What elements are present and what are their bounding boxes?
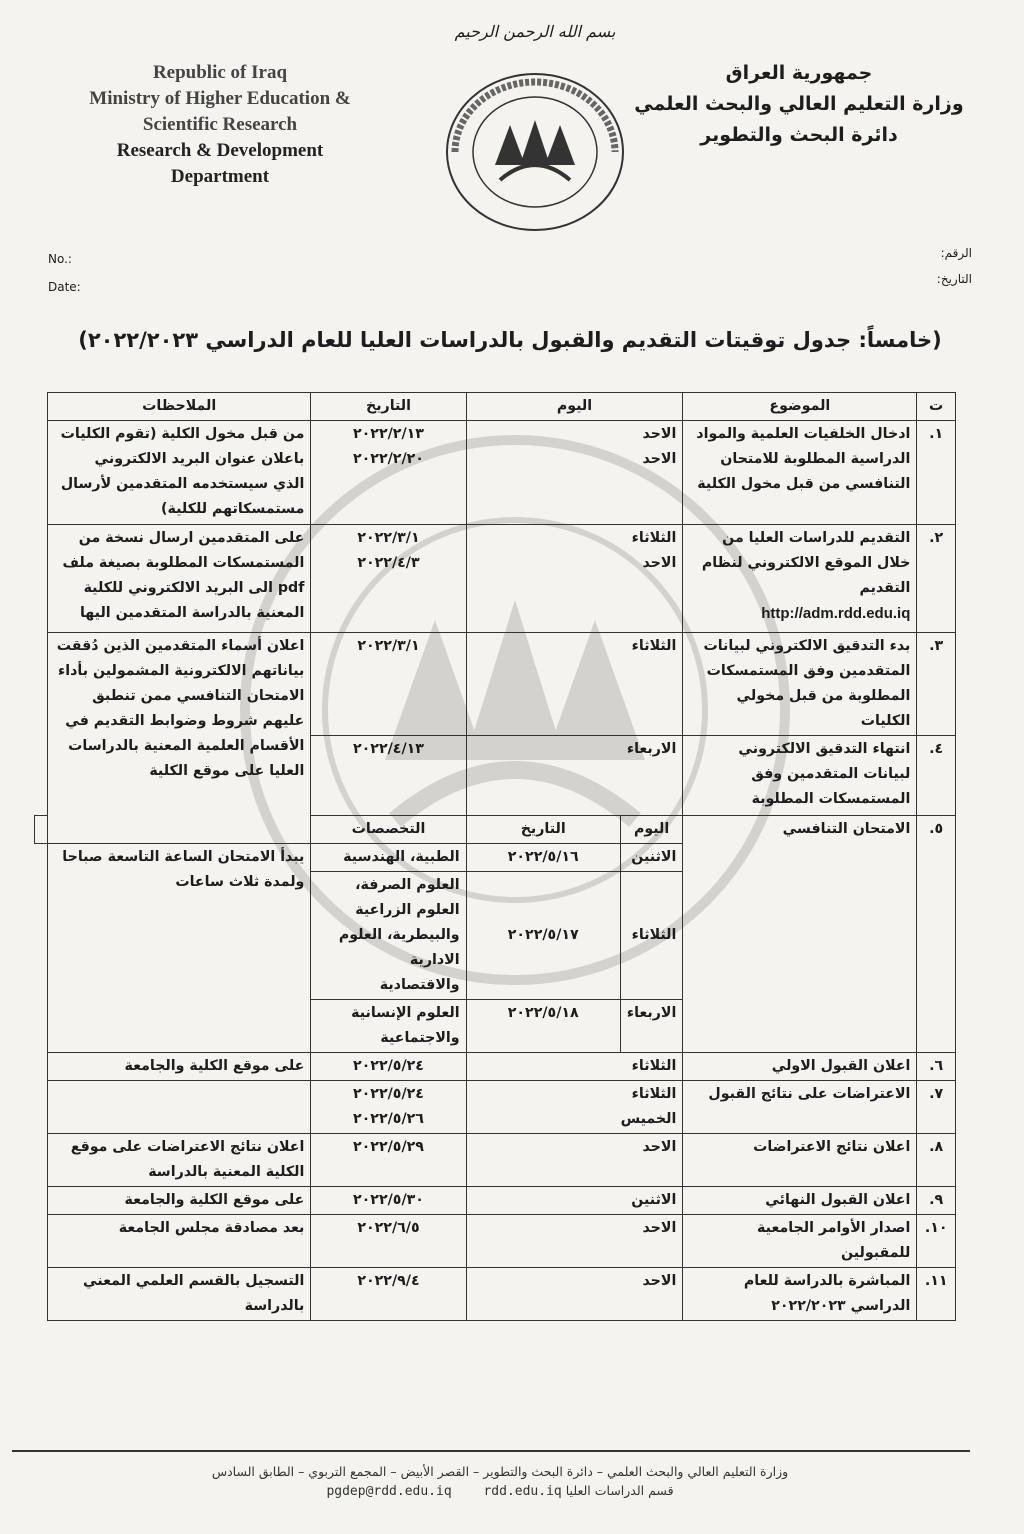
exam-day: الثلاثاء (620, 872, 683, 1000)
row-date: ٢٠٢٢/٥/٢٩ (311, 1134, 466, 1187)
row-date: ٢٠٢٢/٢/١٣ ٢٠٢٢/٢/٢٠ (311, 421, 466, 525)
exam-spec: العلوم الصرفة، العلوم الزراعية والبيطرية، العلوم الادارية والاقتصادية (311, 872, 466, 1000)
table-row (35, 1187, 956, 1215)
row-num: ٧. (917, 1081, 956, 1134)
document-title: (خامساً: جدول توقيتات التقديم والقبول بالدراسات العليا للعام الدراسي ٢٠٢٢/٢٠٢٣) (78, 328, 942, 352)
footer-address: وزارة التعليم العالي والبحث العلمي – دائرة البحث والتطوير – القصر الأبيض – المجمع التربوي – الطابق السادس (211, 1464, 789, 1479)
row-day: الثلاثاء الخميس (466, 1081, 683, 1134)
row-date: ٢٠٢٢/٤/١٣ (311, 736, 466, 816)
footer (150, 1462, 850, 1501)
table-row (35, 1268, 956, 1321)
row-day: الاحد (466, 1134, 683, 1187)
arabic-letterhead (629, 58, 969, 151)
footer-site-link[interactable]: rdd.edu.iq (483, 1484, 562, 1499)
row-num: ٣. (917, 633, 956, 736)
row-date: ٢٠٢٢/٥/٢٤ (311, 1053, 466, 1081)
table-header-row (35, 393, 956, 421)
row-day: الاحد الاحد (466, 421, 683, 525)
footer-contacts (150, 1481, 850, 1501)
exam-spec: العلوم الإنسانية والاجتماعية (311, 1000, 466, 1053)
row-notes: على موقع الكلية والجامعة (48, 1187, 311, 1215)
row-date: ٢٠٢٢/٥/٣٠ (311, 1187, 466, 1215)
header-num: ت (917, 393, 956, 421)
row-subject: اصدار الأوامر الجامعية للمقبولين (683, 1215, 917, 1268)
row-day: الثلاثاء (466, 633, 683, 736)
exam-header-spec: التخصصات (311, 816, 466, 844)
row-num: ٢. (917, 525, 956, 633)
row-subject: الامتحان التنافسي (683, 816, 917, 1053)
exam-header-day: اليوم (620, 816, 683, 844)
en-line: Republic of Iraq (152, 62, 288, 83)
row-day: الاربعاء (466, 736, 683, 816)
header-subject: الموضوع (683, 393, 917, 421)
ar-line: جمهورية العراق (725, 62, 873, 84)
row-notes: على المتقدمين ارسال نسخة من المستمسكات المطلوبة بصيغة ملف pdf الى البريد الالكتروني للكلية المعنية بالدراسة المتقدمين اليها (48, 525, 311, 633)
row-date: ٢٠٢٢/٣/١ (311, 633, 466, 736)
row-subject: اعلان القبول الاولي (683, 1053, 917, 1081)
row-notes: اعلان أسماء المتقدمين الذين دُققت بياناتهم الالكترونية المشمولين بأداء الامتحان التنافسي ممن تنطبق عليهم شروط وضوابط التقديم في الأقسام العلمية المعنية بالدراسات العليا على موقع الكلية (48, 633, 311, 844)
row-subject: الاعتراضات على نتائج القبول (683, 1081, 917, 1134)
exam-notes: يبدأ الامتحان الساعة التاسعة صباحا ولمدة ثلاث ساعات (48, 844, 311, 1053)
exam-date: ٢٠٢٢/٥/١٦ (466, 844, 620, 872)
table-row (35, 1081, 956, 1134)
row-date: ٢٠٢٢/٥/٢٤ ٢٠٢٢/٥/٢٦ (311, 1081, 466, 1134)
ar-line: وزارة التعليم العالي والبحث العلمي (634, 93, 964, 115)
table-row (35, 1134, 956, 1187)
en-line: Ministry of Higher Education & (89, 88, 351, 109)
row-day: الاثنين (466, 1187, 683, 1215)
table-row (35, 1053, 956, 1081)
row-day: الاحد (466, 1268, 683, 1321)
exam-date: ٢٠٢٢/٥/١٨ (466, 1000, 620, 1053)
row-notes: على موقع الكلية والجامعة (48, 1053, 311, 1081)
row-num: ٨. (917, 1134, 956, 1187)
row-subject: ادخال الخلفيات العلمية والمواد الدراسية المطلوبة للامتحان التنافسي من قبل مخول الكلية (683, 421, 917, 525)
row-num: ٦. (917, 1053, 956, 1081)
row-notes: التسجيل بالقسم العلمي المعني بالدراسة (48, 1268, 311, 1321)
row-num: ١. (917, 421, 956, 525)
exam-header-notes-blank (35, 816, 48, 844)
header-notes: الملاحظات (48, 393, 311, 421)
footer-dept: قسم الدراسات العليا (565, 1483, 674, 1498)
exam-spec: الطبية، الهندسية (311, 844, 466, 872)
ministry-seal (440, 70, 630, 235)
exam-header-date: التاريخ (466, 816, 620, 844)
table-row (35, 1215, 956, 1268)
exam-day: الاثنين (620, 844, 683, 872)
row-day: الاحد (466, 1215, 683, 1268)
table-row (35, 421, 956, 525)
row-date: ٢٠٢٢/٩/٤ (311, 1268, 466, 1321)
date-label: Date: (48, 280, 81, 294)
basmala: بسم الله الرحمن الرحيم (454, 22, 616, 41)
ar-date-label: التاريخ: (936, 272, 972, 286)
row-subject: التقديم للدراسات العليا من خلال الموقع الالكتروني لنظام التقديم http://adm.rdd.edu.iq (683, 525, 917, 633)
row-date: ٢٠٢٢/٣/١ ٢٠٢٢/٤/٣ (311, 525, 466, 633)
en-line: Department (170, 166, 270, 187)
row-subject: اعلان القبول النهائي (683, 1187, 917, 1215)
exam-day: الاربعاء (620, 1000, 683, 1053)
row-subject: اعلان نتائج الاعتراضات (683, 1134, 917, 1187)
ar-line: دائرة البحث والتطوير (700, 124, 898, 146)
row-day: الثلاثاء (466, 1053, 683, 1081)
exam-date: ٢٠٢٢/٥/١٧ (466, 872, 620, 1000)
footer-email-link[interactable]: pgdep@rdd.edu.iq (326, 1484, 452, 1499)
application-url-link[interactable]: http://adm.rdd.edu.iq (761, 605, 911, 622)
footer-divider (12, 1450, 970, 1452)
row-subject: بدء التدقيق الالكتروني لبيانات المتقدمين وفق المستمسكات المطلوبة من قبل مخولي الكليات (683, 633, 917, 736)
english-letterhead (40, 60, 400, 190)
row-date: ٢٠٢٢/٦/٥ (311, 1215, 466, 1268)
row-subject: انتهاء التدقيق الالكتروني لبيانات المتقدمين وفق المستمسكات المطلوبة (683, 736, 917, 816)
schedule-table (34, 392, 956, 1321)
row-num: ١١. (917, 1268, 956, 1321)
header-day: اليوم (466, 393, 683, 421)
en-line: Scientific Research (142, 114, 298, 135)
row-notes (48, 1081, 311, 1134)
row-num: ٩. (917, 1187, 956, 1215)
row-notes: من قبل مخول الكلية (تقوم الكليات باعلان عنوان البريد الالكتروني الذي سيستخدمه المتقدمين لأرسال مستمسكاتهم للكلية) (48, 421, 311, 525)
row-day: الثلاثاء الاحد (466, 525, 683, 633)
ar-number-label: الرقم: (940, 246, 972, 260)
en-line: Research & Development (116, 140, 324, 161)
table-row (35, 633, 956, 736)
row-num: ١٠. (917, 1215, 956, 1268)
row-subject: المباشرة بالدراسة للعام الدراسي ٢٠٢٢/٢٠٢٣ (683, 1268, 917, 1321)
row-num: ٥. (917, 816, 956, 1053)
number-label: No.: (48, 252, 72, 266)
row-notes: اعلان نتائج الاعتراضات على موقع الكلية المعنية بالدراسة (48, 1134, 311, 1187)
row-num: ٤. (917, 736, 956, 816)
header-date: التاريخ (311, 393, 466, 421)
table-row (35, 525, 956, 633)
row-notes: بعد مصادقة مجلس الجامعة (48, 1215, 311, 1268)
